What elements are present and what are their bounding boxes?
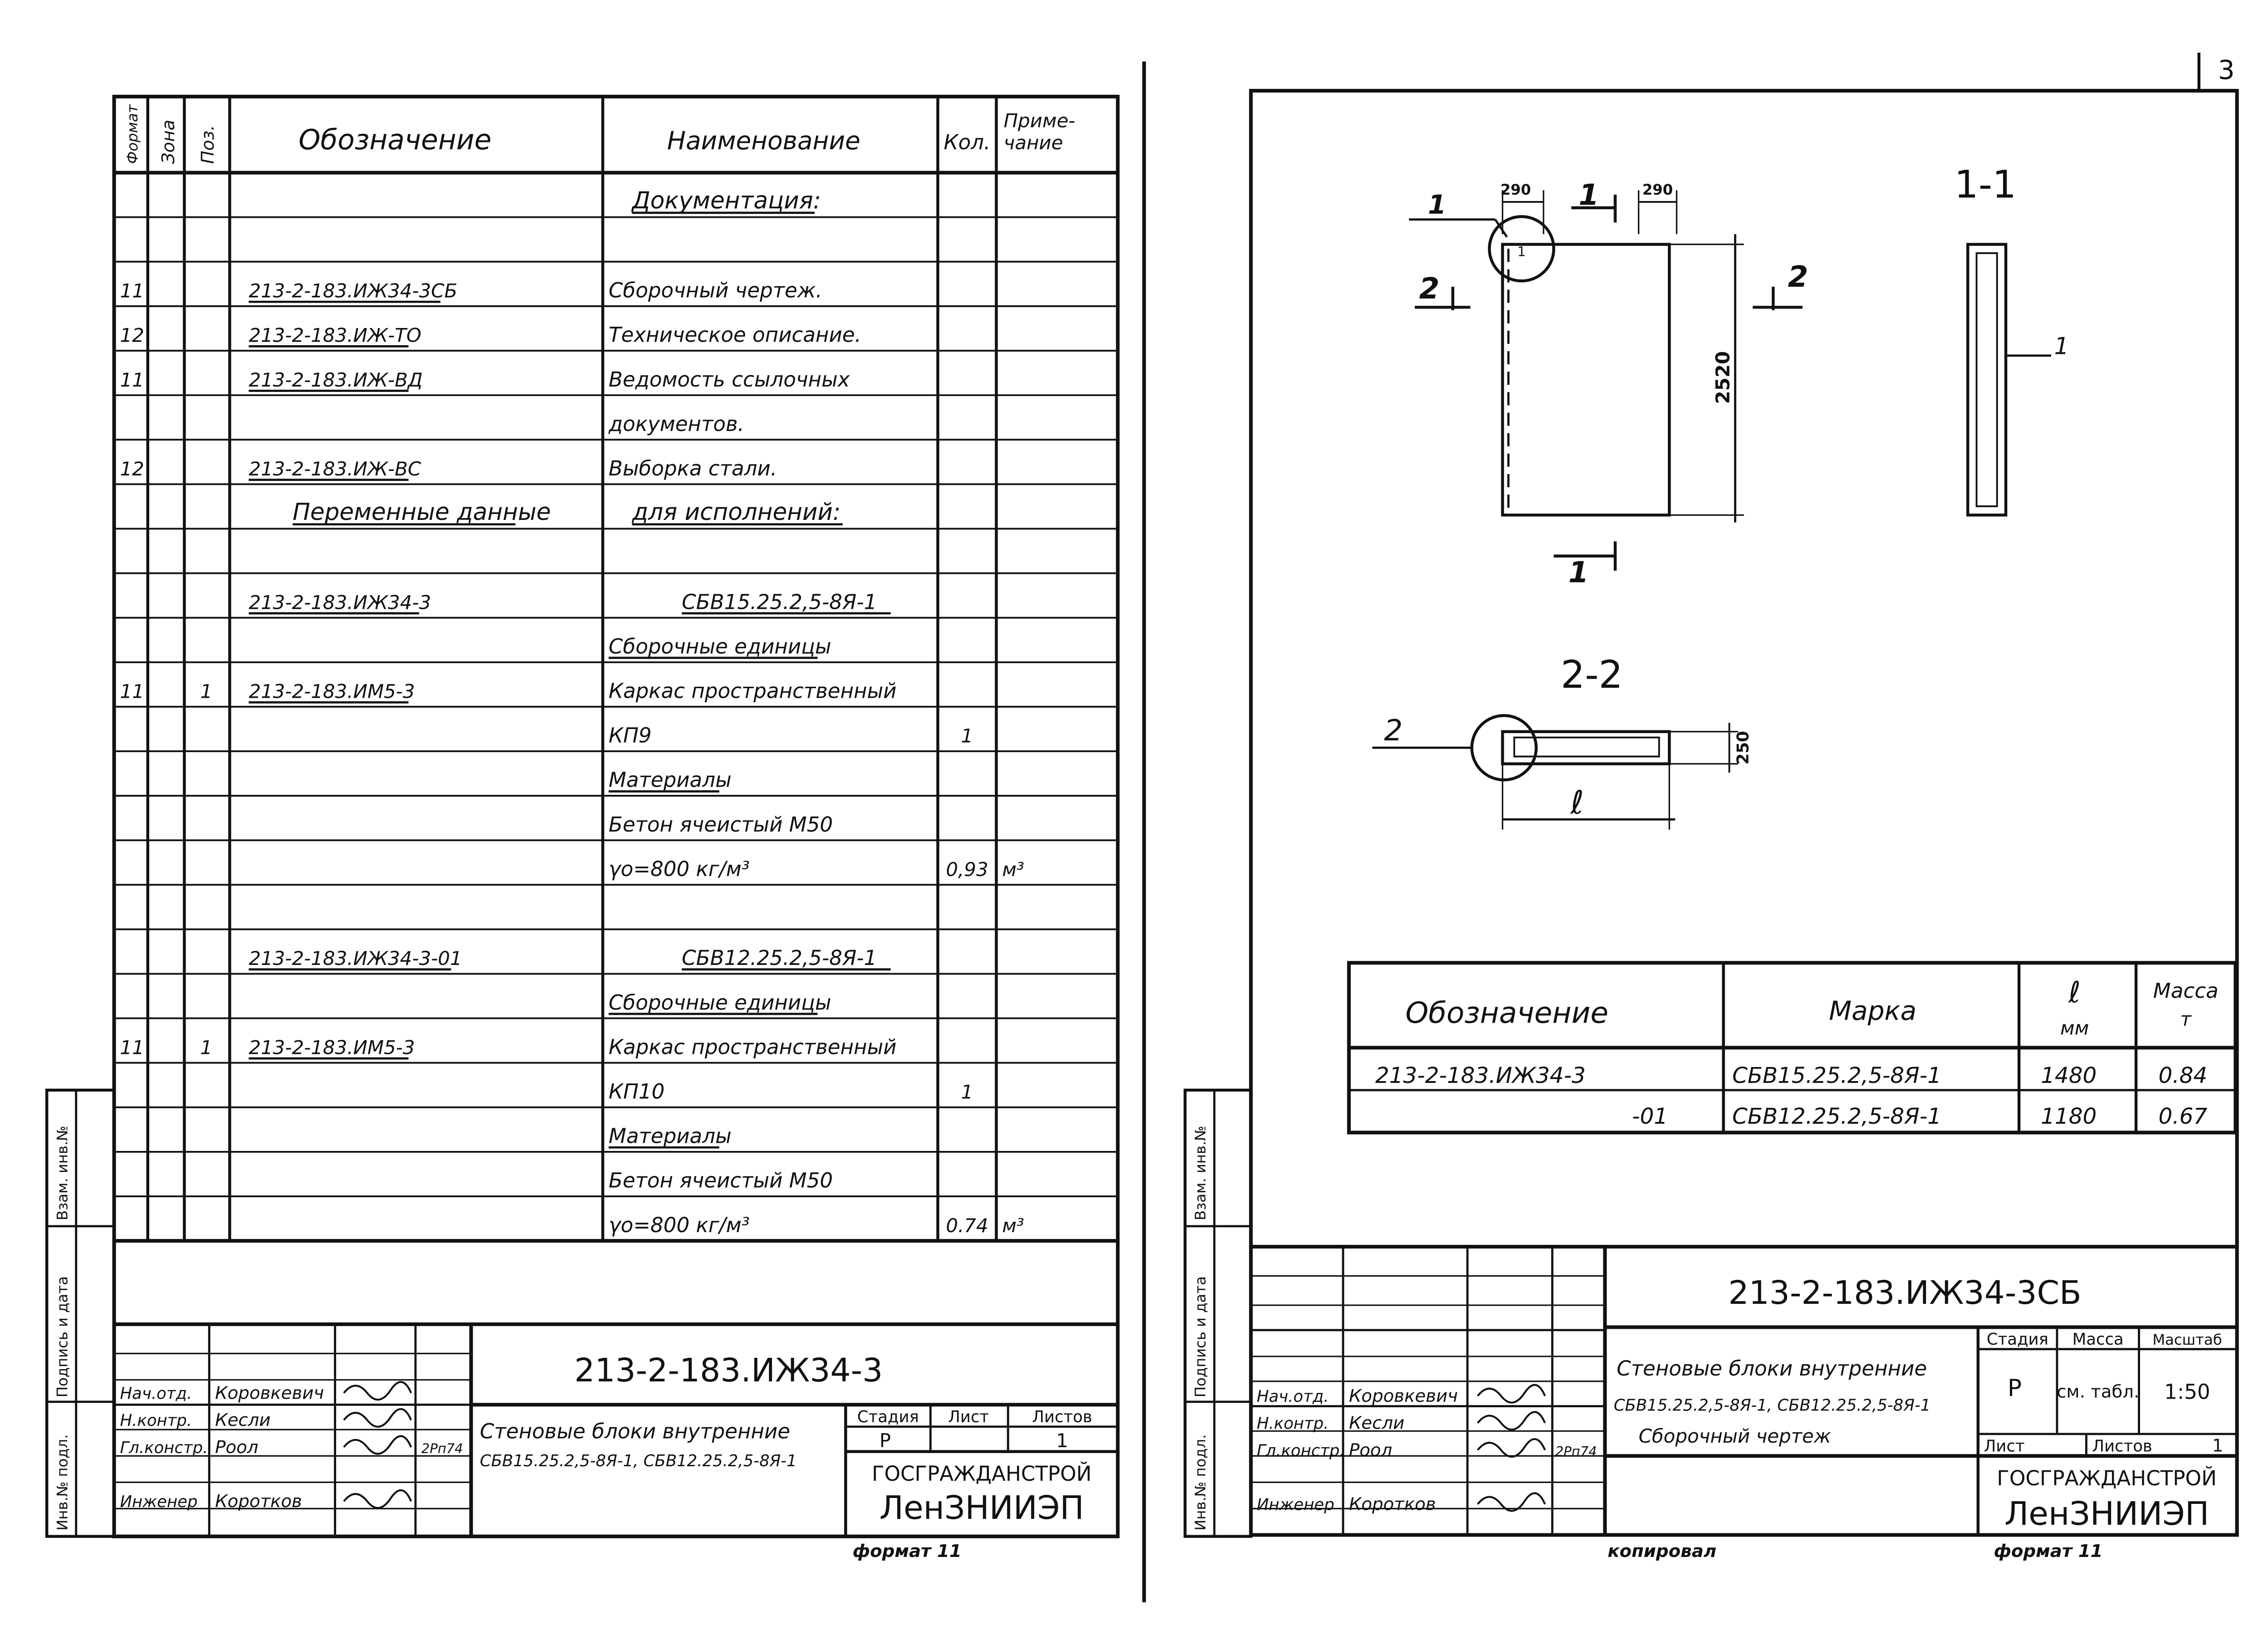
signer-name: Роол — [215, 1437, 259, 1458]
left-stage-label: Стадия — [857, 1408, 919, 1427]
elevation-view — [1409, 190, 1803, 571]
spec-cell-name: γо=800 кг/м³ — [608, 1213, 750, 1237]
left-sheets-value: 1 — [1056, 1429, 1068, 1452]
spec-cell-format: 11 — [120, 1036, 144, 1059]
signer-name: Коровкевич — [215, 1383, 324, 1404]
dim-2520: 2520 — [1711, 351, 1734, 404]
callout-1-section-label: 1 — [2054, 333, 2069, 360]
signature-mark — [1478, 1385, 1545, 1403]
spec-cell-name: Бетон ячеистый М50 — [608, 812, 833, 837]
section-1-1 — [1968, 245, 2051, 515]
right-title-line3: Сборочный чертеж — [1638, 1425, 1831, 1448]
right-title-line2: СБВ15.25.2,5-8Я-1, СБВ12.25.2,5-8Я-1 — [1613, 1396, 1931, 1415]
dim-290-a: 290 — [1500, 181, 1531, 198]
spec-cell-name: для исполнений: — [632, 499, 841, 526]
spec-cell-name: КП10 — [608, 1079, 665, 1104]
spec-cell-format: 11 — [120, 368, 144, 391]
mark-cell-designation: -01 — [1632, 1104, 1668, 1130]
spec-cell-name: Техническое описание. — [608, 323, 861, 347]
spec-cell-name: Ведомость ссылочных — [608, 367, 850, 392]
block-elevation — [1502, 245, 1669, 515]
page-number: 3 — [2218, 54, 2235, 86]
signer-role: Инженер — [120, 1493, 198, 1512]
spec-cell-qty: 1 — [961, 1081, 973, 1103]
spec-cell-designation: 213-2-183.ИЖ34-3-01 — [249, 947, 462, 970]
signer-name: Кесли — [1349, 1413, 1405, 1434]
mark-cell-mass: 0.67 — [2158, 1104, 2208, 1130]
signer-date: 2Рп74 — [421, 1440, 463, 1456]
section-1-1-title: 1-1 — [1954, 162, 2017, 207]
header-pos: Поз. — [197, 125, 218, 164]
spec-cell-qty: 0.74 — [946, 1214, 988, 1237]
left-format-note: формат 11 — [852, 1541, 962, 1562]
spec-cell-name: γо=800 кг/м³ — [608, 857, 750, 881]
spec-cell-qty: 0,93 — [946, 858, 988, 881]
right-scale-value: 1:50 — [2164, 1380, 2210, 1404]
signer-name: Коротков — [215, 1491, 302, 1512]
right-side-label-sign: Подпись и дата — [1192, 1276, 1209, 1398]
section-2-2-title: 2-2 — [1560, 652, 1623, 697]
spec-cell-designation: 213-2-183.ИЖ34-3СБ — [249, 279, 458, 302]
spec-cell-name: Выборка стали. — [608, 456, 777, 480]
spec-cell-designation: 213-2-183.ИМ5-3 — [249, 680, 415, 703]
mark-cell-designation: 213-2-183.ИЖ34-3 — [1375, 1062, 1586, 1088]
spec-cell-format: 12 — [120, 324, 144, 347]
signature-mark — [1478, 1439, 1545, 1457]
spec-cell-note: м³ — [1002, 1214, 1024, 1237]
cut-2-right-label: 2 — [1788, 260, 1809, 294]
signer-name: Коровкевич — [1349, 1385, 1458, 1406]
spec-cell-designation: 213-2-183.ИЖ-ТО — [249, 324, 421, 347]
right-side-label-vzam: Взам. инв.№ — [1192, 1126, 1209, 1220]
signer-date: 2Рп74 — [1555, 1444, 1597, 1459]
right-sheet-label: Лист — [1984, 1437, 2025, 1456]
right-title-line1: Стеновые блоки внутренние — [1617, 1356, 1927, 1380]
spec-cell-pos: 1 — [200, 680, 213, 703]
right-mass-value: см. табл. — [2057, 1381, 2140, 1402]
left-sheets-label: Листов — [1032, 1408, 1092, 1427]
right-org2: ЛенЗНИИЭП — [2004, 1494, 2209, 1532]
callout-1-label: 1 — [1427, 189, 1447, 220]
spec-cell-format: 12 — [120, 457, 144, 480]
right-doc-code: 213-2-183.ИЖ34-3СБ — [1728, 1273, 2082, 1312]
signer-role: Нач.отд. — [1256, 1387, 1329, 1406]
section-2-2-outline — [1502, 732, 1669, 764]
right-mass-label: Масса — [2072, 1330, 2124, 1349]
signer-name: Роол — [1349, 1440, 1393, 1461]
signer-role: Нач.отд. — [120, 1384, 192, 1403]
callout-2-label: 2 — [1384, 714, 1403, 748]
left-side-label-sign: Подпись и дата — [54, 1276, 71, 1398]
right-scale-label: Масштаб — [2152, 1331, 2222, 1349]
header-name: Наименование — [667, 126, 860, 155]
right-format-note: формат 11 — [1994, 1541, 2103, 1562]
cut-1-bottom-label: 1 — [1568, 555, 1589, 590]
left-org1: ГОСГРАЖДАНСТРОЙ — [871, 1462, 1092, 1486]
signature-mark — [344, 1436, 411, 1454]
signer-role: Инженер — [1256, 1495, 1334, 1514]
right-stage-value: Р — [2007, 1375, 2022, 1402]
header-note — [1004, 110, 1081, 154]
right-stage-label: Стадия — [1986, 1330, 2048, 1349]
left-title-line2: СБВ15.25.2,5-8Я-1, СБВ12.25.2,5-8Я-1 — [479, 1451, 797, 1470]
dim-290-b: 290 — [1642, 181, 1673, 198]
left-sheet — [47, 97, 1118, 1537]
left-side-label-inv: Инв.№ подл. — [54, 1434, 71, 1531]
spec-cell-format: 11 — [120, 680, 144, 703]
spec-cell-note: м³ — [1002, 858, 1024, 881]
header-note-line2: чание — [1003, 131, 1063, 154]
dim-250: 250 — [1734, 731, 1753, 765]
header-qty: Кол. — [943, 130, 991, 154]
mark-cell-mark: СБВ15.25.2,5-8Я-1 — [1732, 1062, 1941, 1088]
left-sheet-label: Лист — [948, 1408, 989, 1427]
right-sheet-frame — [1251, 91, 2237, 1535]
spec-cell-name: Документация: — [632, 187, 821, 215]
mark-header-length-unit: мм — [2060, 1017, 2089, 1039]
spec-cell-qty: 1 — [961, 724, 973, 747]
section-2-2 — [1372, 715, 1738, 830]
right-sheets-value: 1 — [2212, 1435, 2224, 1456]
dim-l: ℓ — [1570, 783, 1584, 822]
signer-role: Гл.констр. — [1256, 1441, 1345, 1460]
spec-cell-format: 11 — [120, 279, 144, 302]
header-zone: Зона — [158, 119, 179, 164]
spec-cell-name: документов. — [608, 411, 744, 436]
spec-cell-name: Сборочные единицы — [608, 634, 831, 659]
cut-2-left-label: 2 — [1419, 271, 1440, 306]
mark-cell-length: 1480 — [2041, 1062, 2097, 1088]
signature-mark — [344, 1409, 411, 1427]
mark-header-designation: Обозначение — [1405, 996, 1608, 1030]
signer-role: Н.контр. — [120, 1411, 192, 1430]
spec-cell-name: Бетон ячеистый М50 — [608, 1168, 833, 1193]
mark-table-text — [1375, 975, 2219, 1129]
mark-cell-mass: 0.84 — [2158, 1062, 2208, 1088]
node-label: 1 — [1517, 244, 1526, 259]
signer-name: Кесли — [215, 1410, 271, 1431]
spec-cell-name: Сборочный чертеж. — [608, 278, 822, 303]
left-title-line1: Стеновые блоки внутренние — [479, 1419, 790, 1444]
mark-cell-length: 1180 — [2041, 1104, 2097, 1130]
spec-cell-name: Каркас пространственный — [608, 1035, 897, 1059]
spec-cell-designation: 213-2-183.ИЖ-ВД — [249, 368, 423, 391]
mark-header-mark: Марка — [1828, 995, 1917, 1027]
signer-role: Гл.констр. — [120, 1438, 208, 1457]
spec-cell-name: Материалы — [608, 1124, 732, 1148]
drawing-labels — [1384, 162, 2069, 821]
signer-name: Коротков — [1349, 1494, 1436, 1515]
cut-1-top-label: 1 — [1579, 178, 1599, 212]
spec-cell-name: СБВ15.25.2,5-8Я-1 — [682, 590, 877, 614]
spec-cell-designation: 213-2-183.ИЖ-ВС — [249, 457, 421, 480]
right-sheets-label: Листов — [2092, 1437, 2152, 1456]
spec-cell-name: Каркас пространственный — [608, 679, 897, 703]
header-format: Формат — [124, 104, 142, 164]
mark-cell-mark: СБВ12.25.2,5-8Я-1 — [1732, 1104, 1941, 1130]
spec-cell-designation: 213-2-183.ИЖ34-3 — [249, 591, 431, 614]
mark-header-mass: Масса — [2153, 979, 2219, 1003]
spec-cell-name: КП9 — [608, 723, 652, 748]
signature-mark — [344, 1490, 411, 1508]
right-side-label-inv: Инв.№ подл. — [1192, 1434, 1209, 1531]
mark-header-mass-unit: т — [2180, 1008, 2191, 1031]
section-1-1-outline — [1968, 245, 2006, 515]
left-org2: ЛенЗНИИЭП — [879, 1488, 1084, 1527]
spec-cell-name: Материалы — [608, 768, 732, 792]
signer-role: Н.контр. — [1256, 1414, 1329, 1433]
right-org1: ГОСГРАЖДАНСТРОЙ — [1997, 1466, 2217, 1490]
header-note-line1: Приме- — [1003, 109, 1075, 132]
right-copied-note: копировал — [1608, 1541, 1716, 1562]
signature-mark — [344, 1382, 411, 1400]
spec-cell-pos: 1 — [200, 1036, 213, 1059]
left-stage-value: Р — [879, 1429, 891, 1452]
spec-cell-name: СБВ12.25.2,5-8Я-1 — [682, 946, 877, 970]
left-side-label-vzam: Взам. инв.№ — [54, 1126, 71, 1220]
header-designation: Обозначение — [298, 123, 492, 156]
spec-cell-designation: 213-2-183.ИМ5-3 — [249, 1036, 415, 1059]
spec-cell-name: Сборочные единицы — [608, 990, 831, 1015]
spec-cell-designation: Переменные данные — [293, 499, 551, 526]
mark-header-length: ℓ — [2068, 975, 2081, 1010]
signature-mark — [1478, 1412, 1545, 1429]
right-title-block-text — [1192, 1126, 2224, 1562]
left-doc-code: 213-2-183.ИЖ34-3 — [574, 1351, 883, 1389]
